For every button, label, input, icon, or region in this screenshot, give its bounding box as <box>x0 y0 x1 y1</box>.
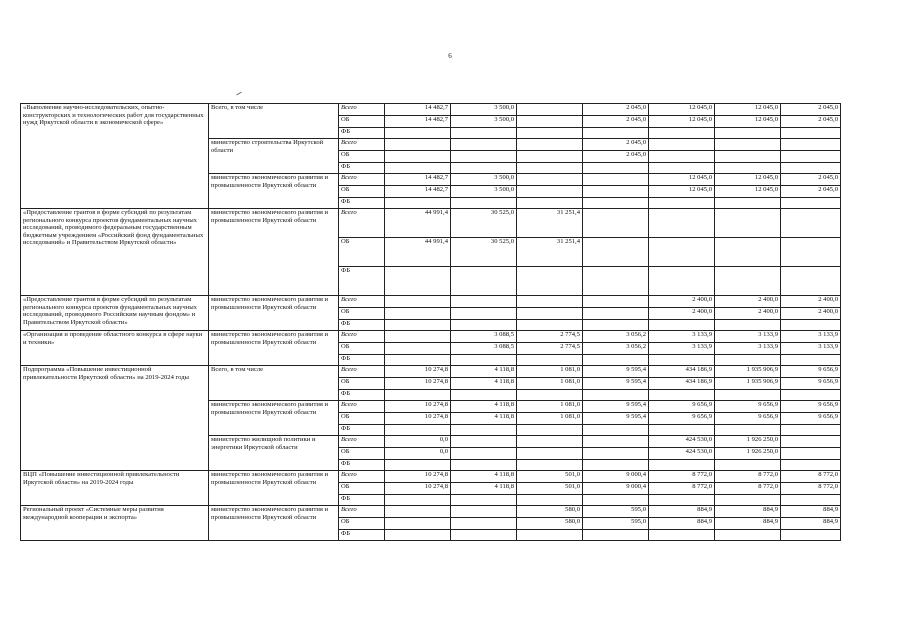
amount-cell <box>649 495 715 506</box>
executor-cell: министерство экономического развития и промышленности Иркутской области <box>209 471 339 506</box>
amount-cell <box>385 506 451 518</box>
table-row <box>21 471 841 483</box>
amount-cell <box>781 163 841 174</box>
amount-cell: 0,0 <box>385 436 451 448</box>
amount-cell: 12 045,0 <box>715 104 781 116</box>
amount-cell <box>781 267 841 296</box>
program-name-cell: «Предоставление грантов в форме субсидий по результатам регионального конкурса проектов фундаментальных научных исследований, проводимого федеральным государственным бюджетным учреждением «Российский фонд фундаментальных исследований» и Правительством Иркутской области» <box>21 209 209 296</box>
amount-cell: 501,0 <box>517 483 583 495</box>
amount-cell <box>517 116 583 128</box>
amount-cell <box>517 495 583 506</box>
amount-cell <box>517 355 583 366</box>
amount-cell <box>781 151 841 163</box>
amount-cell <box>451 128 517 139</box>
amount-cell <box>715 163 781 174</box>
funding-source-cell: ОБ <box>339 378 385 390</box>
amount-cell: 424 530,0 <box>649 436 715 448</box>
program-name-cell: ВЦП «Повышение инвестиционной привлекательности Иркутской области» на 2019-2024 годы <box>21 471 209 506</box>
program-name-cell: «Выполнение научно-исследовательских, опытно-конструкторских и технологических работ для государственных нужд Иркутской области в экономической сфере» <box>21 104 209 209</box>
amount-cell: 1 081,0 <box>517 378 583 390</box>
amount-cell <box>583 390 649 401</box>
amount-cell: 14 482,7 <box>385 116 451 128</box>
amount-cell: 4 118,8 <box>451 413 517 425</box>
funding-source-cell: ФБ <box>339 355 385 366</box>
amount-cell <box>649 139 715 151</box>
amount-cell: 434 186,9 <box>649 378 715 390</box>
amount-cell <box>451 267 517 296</box>
amount-cell: 501,0 <box>517 471 583 483</box>
amount-cell: 31 251,4 <box>517 209 583 238</box>
amount-cell <box>451 355 517 366</box>
amount-cell <box>451 530 517 541</box>
table-row <box>21 296 841 308</box>
table-row <box>21 331 841 343</box>
funding-source-cell: ОБ <box>339 238 385 267</box>
amount-cell <box>715 495 781 506</box>
funding-source-cell: Всего <box>339 296 385 308</box>
amount-cell <box>385 296 451 308</box>
amount-cell <box>781 495 841 506</box>
amount-cell <box>451 163 517 174</box>
amount-cell: 884,9 <box>715 518 781 530</box>
amount-cell: 2 045,0 <box>781 116 841 128</box>
funding-source-cell: ФБ <box>339 267 385 296</box>
amount-cell <box>451 296 517 308</box>
amount-cell: 12 045,0 <box>649 104 715 116</box>
amount-cell: 2 774,5 <box>517 343 583 355</box>
amount-cell: 4 118,8 <box>451 366 517 378</box>
amount-cell: 0,0 <box>385 448 451 460</box>
amount-cell: 3 133,9 <box>715 331 781 343</box>
amount-cell <box>715 198 781 209</box>
amount-cell: 884,9 <box>649 506 715 518</box>
amount-cell: 4 118,8 <box>451 378 517 390</box>
funding-source-cell: ФБ <box>339 198 385 209</box>
amount-cell: 1 081,0 <box>517 366 583 378</box>
amount-cell: 12 045,0 <box>649 116 715 128</box>
amount-cell <box>649 151 715 163</box>
amount-cell: 3 133,9 <box>649 343 715 355</box>
amount-cell: 10 274,8 <box>385 413 451 425</box>
amount-cell: 2 400,0 <box>649 296 715 308</box>
funding-source-cell: ФБ <box>339 163 385 174</box>
amount-cell: 2 400,0 <box>715 296 781 308</box>
funding-source-cell: ФБ <box>339 320 385 331</box>
funding-source-cell: Всего <box>339 331 385 343</box>
amount-cell <box>583 355 649 366</box>
funding-source-cell: Всего <box>339 401 385 413</box>
executor-cell: Всего, в том числе <box>209 104 339 139</box>
amount-cell <box>781 390 841 401</box>
amount-cell: 8 772,0 <box>715 471 781 483</box>
table-row <box>21 506 841 518</box>
amount-cell: 595,0 <box>583 506 649 518</box>
amount-cell <box>451 198 517 209</box>
amount-cell <box>385 128 451 139</box>
amount-cell <box>781 436 841 448</box>
amount-cell <box>517 530 583 541</box>
amount-cell: 4 118,8 <box>451 471 517 483</box>
amount-cell <box>517 163 583 174</box>
amount-cell: 10 274,8 <box>385 483 451 495</box>
funding-source-cell: ФБ <box>339 530 385 541</box>
amount-cell: 9 656,9 <box>649 413 715 425</box>
funding-source-cell: ОБ <box>339 483 385 495</box>
amount-cell <box>385 308 451 320</box>
amount-cell: 9 656,9 <box>781 401 841 413</box>
amount-cell <box>715 530 781 541</box>
amount-cell: 8 772,0 <box>781 471 841 483</box>
amount-cell <box>517 390 583 401</box>
amount-cell: 9 595,4 <box>583 401 649 413</box>
amount-cell: 1 081,0 <box>517 401 583 413</box>
amount-cell: 2 045,0 <box>781 104 841 116</box>
amount-cell <box>517 436 583 448</box>
amount-cell <box>715 267 781 296</box>
amount-cell: 884,9 <box>781 506 841 518</box>
amount-cell <box>781 139 841 151</box>
amount-cell: 8 772,0 <box>715 483 781 495</box>
funding-source-cell: ОБ <box>339 343 385 355</box>
executor-cell: министерство экономического развития и промышленности Иркутской области <box>209 209 339 296</box>
amount-cell <box>781 530 841 541</box>
amount-cell <box>649 128 715 139</box>
amount-cell: 2 045,0 <box>781 186 841 198</box>
amount-cell <box>649 267 715 296</box>
funding-source-cell: Всего <box>339 471 385 483</box>
amount-cell: 9 595,4 <box>583 378 649 390</box>
amount-cell <box>517 174 583 186</box>
amount-cell: 3 088,5 <box>451 343 517 355</box>
pen-mark <box>236 92 242 96</box>
amount-cell <box>649 355 715 366</box>
budget-table <box>20 103 841 541</box>
funding-source-cell: Всего <box>339 209 385 238</box>
page-number: 6 <box>448 52 452 60</box>
amount-cell <box>583 163 649 174</box>
executor-cell: министерство экономического развития и промышленности Иркутской области <box>209 296 339 331</box>
amount-cell: 1 935 906,9 <box>715 366 781 378</box>
funding-source-cell: ОБ <box>339 186 385 198</box>
amount-cell <box>451 390 517 401</box>
amount-cell <box>385 390 451 401</box>
amount-cell <box>715 460 781 471</box>
amount-cell: 2 400,0 <box>649 308 715 320</box>
amount-cell: 2 045,0 <box>781 174 841 186</box>
table-row <box>21 209 841 238</box>
amount-cell: 14 482,7 <box>385 186 451 198</box>
amount-cell <box>649 390 715 401</box>
amount-cell <box>517 104 583 116</box>
amount-cell <box>715 355 781 366</box>
funding-source-cell: ОБ <box>339 151 385 163</box>
funding-source-cell: ОБ <box>339 116 385 128</box>
amount-cell <box>715 390 781 401</box>
executor-cell: министерство жилищной политики и энергетики Иркутской области <box>209 436 339 471</box>
amount-cell: 10 274,8 <box>385 401 451 413</box>
funding-source-cell: Всего <box>339 104 385 116</box>
funding-source-cell: ФБ <box>339 390 385 401</box>
amount-cell <box>583 448 649 460</box>
table-row <box>21 366 841 378</box>
executor-cell: министерство строительства Иркутской области <box>209 139 339 174</box>
amount-cell <box>517 186 583 198</box>
amount-cell: 3 500,0 <box>451 116 517 128</box>
amount-cell: 1 926 250,0 <box>715 448 781 460</box>
amount-cell <box>451 151 517 163</box>
amount-cell <box>451 495 517 506</box>
executor-cell: министерство экономического развития и промышленности Иркутской области <box>209 331 339 366</box>
amount-cell <box>517 151 583 163</box>
amount-cell: 14 482,7 <box>385 104 451 116</box>
amount-cell: 14 482,7 <box>385 174 451 186</box>
amount-cell <box>451 460 517 471</box>
funding-source-cell: ФБ <box>339 495 385 506</box>
amount-cell: 3 133,9 <box>781 331 841 343</box>
amount-cell <box>517 139 583 151</box>
amount-cell: 12 045,0 <box>649 186 715 198</box>
amount-cell: 31 251,4 <box>517 238 583 267</box>
amount-cell: 9 656,9 <box>715 401 781 413</box>
amount-cell <box>451 139 517 151</box>
executor-cell: министерство экономического развития и промышленности Иркутской области <box>209 174 339 209</box>
amount-cell <box>583 308 649 320</box>
amount-cell: 8 772,0 <box>649 471 715 483</box>
amount-cell <box>649 163 715 174</box>
amount-cell: 3 500,0 <box>451 174 517 186</box>
amount-cell <box>517 460 583 471</box>
amount-cell <box>781 448 841 460</box>
amount-cell: 3 500,0 <box>451 186 517 198</box>
amount-cell <box>583 174 649 186</box>
amount-cell: 3 133,9 <box>781 343 841 355</box>
amount-cell <box>781 460 841 471</box>
amount-cell <box>385 320 451 331</box>
amount-cell <box>385 198 451 209</box>
amount-cell: 8 772,0 <box>781 483 841 495</box>
program-name-cell: Подпрограмма «Повышение инвестиционной привлекательности Иркутской области» на 2019-2024 годы <box>21 366 209 471</box>
amount-cell <box>385 530 451 541</box>
amount-cell <box>649 209 715 238</box>
amount-cell <box>385 425 451 436</box>
amount-cell <box>715 139 781 151</box>
amount-cell <box>385 267 451 296</box>
amount-cell <box>451 320 517 331</box>
amount-cell <box>385 495 451 506</box>
amount-cell <box>781 198 841 209</box>
amount-cell <box>715 128 781 139</box>
amount-cell <box>583 460 649 471</box>
amount-cell: 2 400,0 <box>781 296 841 308</box>
funding-source-cell: ОБ <box>339 308 385 320</box>
amount-cell <box>517 308 583 320</box>
amount-cell: 1 935 906,9 <box>715 378 781 390</box>
funding-source-cell: ОБ <box>339 413 385 425</box>
amount-cell <box>451 436 517 448</box>
amount-cell: 10 274,8 <box>385 378 451 390</box>
amount-cell: 3 133,9 <box>649 331 715 343</box>
amount-cell <box>583 495 649 506</box>
amount-cell: 3 500,0 <box>451 104 517 116</box>
amount-cell: 10 274,8 <box>385 366 451 378</box>
amount-cell: 9 595,4 <box>583 366 649 378</box>
amount-cell: 30 525,0 <box>451 209 517 238</box>
amount-cell: 12 045,0 <box>715 174 781 186</box>
amount-cell: 2 045,0 <box>583 139 649 151</box>
amount-cell <box>517 198 583 209</box>
amount-cell <box>385 518 451 530</box>
amount-cell: 3 056,2 <box>583 343 649 355</box>
amount-cell: 2 774,5 <box>517 331 583 343</box>
amount-cell <box>385 151 451 163</box>
amount-cell: 1 926 250,0 <box>715 436 781 448</box>
program-name-cell: «Организация и проведение областного конкурса в сфере науки и техники» <box>21 331 209 366</box>
amount-cell <box>583 267 649 296</box>
amount-cell: 3 133,9 <box>715 343 781 355</box>
amount-cell <box>583 530 649 541</box>
amount-cell <box>583 186 649 198</box>
amount-cell <box>385 355 451 366</box>
amount-cell <box>583 425 649 436</box>
amount-cell <box>715 425 781 436</box>
amount-cell <box>517 425 583 436</box>
executor-cell: министерство экономического развития и промышленности Иркутской области <box>209 401 339 436</box>
funding-source-cell: ФБ <box>339 128 385 139</box>
amount-cell: 44 991,4 <box>385 209 451 238</box>
executor-cell: Всего, в том числе <box>209 366 339 401</box>
funding-source-cell: ФБ <box>339 425 385 436</box>
amount-cell <box>781 320 841 331</box>
amount-cell: 44 991,4 <box>385 238 451 267</box>
table-row <box>21 104 841 116</box>
amount-cell: 2 045,0 <box>583 151 649 163</box>
amount-cell <box>451 425 517 436</box>
funding-source-cell: Всего <box>339 366 385 378</box>
amount-cell <box>781 425 841 436</box>
amount-cell <box>715 320 781 331</box>
amount-cell: 2 045,0 <box>583 116 649 128</box>
amount-cell <box>715 238 781 267</box>
amount-cell <box>517 128 583 139</box>
amount-cell <box>781 238 841 267</box>
amount-cell <box>385 139 451 151</box>
amount-cell <box>781 209 841 238</box>
amount-cell <box>583 296 649 308</box>
amount-cell <box>451 518 517 530</box>
amount-cell <box>649 425 715 436</box>
amount-cell: 9 656,9 <box>715 413 781 425</box>
amount-cell <box>715 209 781 238</box>
amount-cell: 12 045,0 <box>715 186 781 198</box>
amount-cell <box>451 448 517 460</box>
amount-cell: 580,0 <box>517 506 583 518</box>
funding-source-cell: Всего <box>339 436 385 448</box>
funding-source-cell: Всего <box>339 174 385 186</box>
amount-cell <box>583 209 649 238</box>
amount-cell <box>649 320 715 331</box>
amount-cell: 434 186,9 <box>649 366 715 378</box>
amount-cell <box>583 198 649 209</box>
amount-cell <box>583 320 649 331</box>
amount-cell <box>385 331 451 343</box>
amount-cell: 9 656,9 <box>781 366 841 378</box>
amount-cell <box>451 308 517 320</box>
amount-cell: 9 656,9 <box>649 401 715 413</box>
amount-cell: 10 274,8 <box>385 471 451 483</box>
amount-cell <box>781 128 841 139</box>
amount-cell <box>781 355 841 366</box>
amount-cell <box>649 238 715 267</box>
amount-cell: 884,9 <box>649 518 715 530</box>
amount-cell <box>385 343 451 355</box>
program-name-cell: Региональный проект «Системные меры развития международной кооперации и экспорта» <box>21 506 209 541</box>
funding-source-cell: ОБ <box>339 518 385 530</box>
amount-cell: 4 118,8 <box>451 483 517 495</box>
executor-cell: министерство экономического развития и промышленности Иркутской области <box>209 506 339 541</box>
amount-cell: 884,9 <box>715 506 781 518</box>
amount-cell: 1 081,0 <box>517 413 583 425</box>
amount-cell <box>649 530 715 541</box>
amount-cell: 3 088,5 <box>451 331 517 343</box>
funding-source-cell: ОБ <box>339 448 385 460</box>
amount-cell: 4 118,8 <box>451 401 517 413</box>
amount-cell: 2 400,0 <box>715 308 781 320</box>
amount-cell <box>517 448 583 460</box>
amount-cell: 424 530,0 <box>649 448 715 460</box>
amount-cell <box>715 151 781 163</box>
amount-cell: 8 772,0 <box>649 483 715 495</box>
amount-cell <box>583 128 649 139</box>
amount-cell: 9 595,4 <box>583 413 649 425</box>
amount-cell <box>385 460 451 471</box>
amount-cell: 12 045,0 <box>649 174 715 186</box>
amount-cell <box>583 238 649 267</box>
amount-cell <box>385 163 451 174</box>
amount-cell <box>517 320 583 331</box>
amount-cell: 9 000,4 <box>583 471 649 483</box>
funding-source-cell: Всего <box>339 506 385 518</box>
amount-cell: 9 000,4 <box>583 483 649 495</box>
amount-cell: 9 656,9 <box>781 378 841 390</box>
program-name-cell: «Предоставление грантов в форме субсидий по результатам регионального конкурса проектов фундаментальных научных исследований, проводимого Российским научным фондом» и Правительством Иркутской области» <box>21 296 209 331</box>
amount-cell <box>517 267 583 296</box>
amount-cell <box>451 506 517 518</box>
amount-cell: 3 056,2 <box>583 331 649 343</box>
amount-cell <box>583 436 649 448</box>
table-body <box>21 104 841 541</box>
funding-source-cell: ФБ <box>339 460 385 471</box>
amount-cell: 30 525,0 <box>451 238 517 267</box>
amount-cell: 884,9 <box>781 518 841 530</box>
amount-cell <box>517 296 583 308</box>
amount-cell <box>649 460 715 471</box>
amount-cell: 580,0 <box>517 518 583 530</box>
amount-cell: 12 045,0 <box>715 116 781 128</box>
amount-cell: 595,0 <box>583 518 649 530</box>
funding-source-cell: Всего <box>339 139 385 151</box>
amount-cell <box>649 198 715 209</box>
amount-cell: 2 045,0 <box>583 104 649 116</box>
amount-cell: 2 400,0 <box>781 308 841 320</box>
amount-cell: 9 656,9 <box>781 413 841 425</box>
